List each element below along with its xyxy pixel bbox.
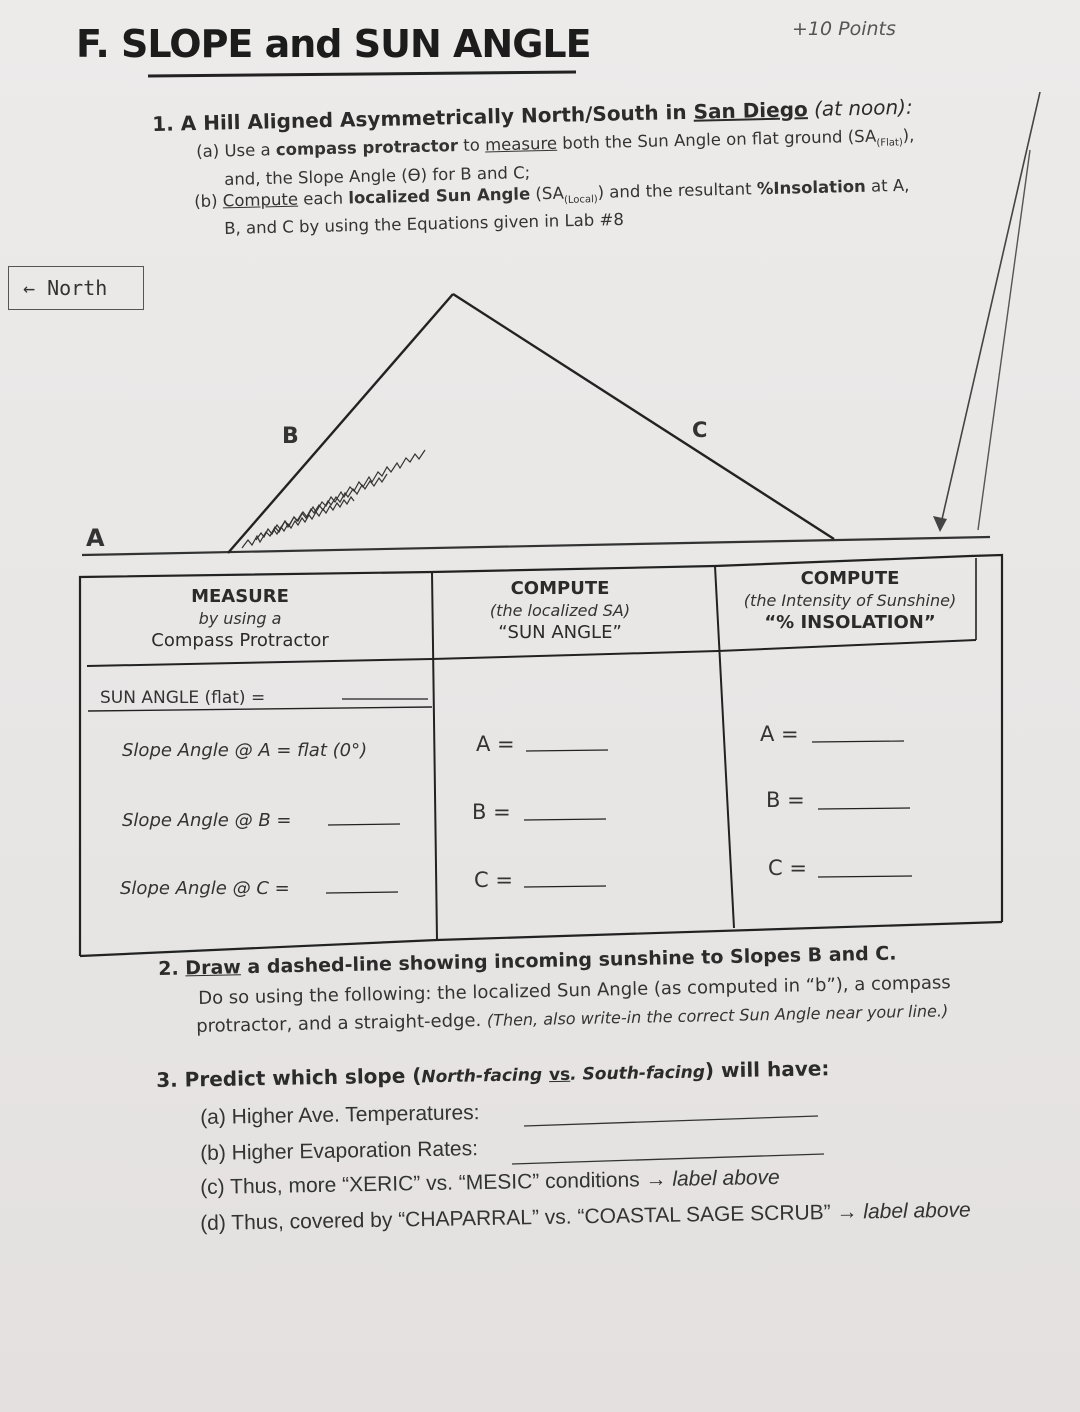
q3-vs: vs xyxy=(548,1064,571,1086)
q1b-bold: localized Sun Angle xyxy=(348,184,531,208)
title-text: SLOPE and SUN ANGLE xyxy=(121,22,591,66)
col1-h1: MEASURE xyxy=(191,586,289,607)
q3-heading-a: Predict which slope ( xyxy=(184,1063,422,1092)
col1-h2: by using a xyxy=(198,609,282,628)
q3d-text: (d) Thus, covered by “CHAPARRAL” vs. “COASTAL SAGE SCRUB” → xyxy=(200,1200,864,1235)
q1b-bold2: %Insolation xyxy=(756,176,867,199)
north-direction-label: ← North xyxy=(8,266,144,310)
slope-angle-c-row: Slope Angle @ C = xyxy=(120,878,290,899)
question-1a-line2: and, the Slope Angle (ϴ) for B and C; xyxy=(224,163,531,189)
q2-number: 2. xyxy=(158,957,179,980)
question-3a: (a) Higher Ave. Temperatures: xyxy=(200,1101,480,1129)
point-c-label: C xyxy=(692,418,708,442)
page-title xyxy=(76,22,591,66)
col2-h3: “SUN ANGLE” xyxy=(498,622,622,643)
slope-b-line xyxy=(228,294,453,553)
col3-h2: (the Intensity of Sunshine) xyxy=(743,591,957,610)
q3c-italic: label above xyxy=(672,1165,780,1191)
q1b-label: (b) xyxy=(194,191,224,211)
slope-angle-a-row: Slope Angle @ A = flat (0°) xyxy=(122,740,368,761)
sun-angle-flat-row: SUN ANGLE (flat) = xyxy=(100,688,266,708)
q2-line3-italic: (Then, also write-in the correct Sun Angle near your line.) xyxy=(486,1001,949,1030)
point-a-label: A xyxy=(86,524,105,552)
sun-ray-arrow xyxy=(933,516,947,532)
col3-h3: “% INSOLATION” xyxy=(764,612,936,633)
q1a-sub: (Flat) xyxy=(876,137,903,149)
slope-c-line xyxy=(453,294,834,539)
q1b-compute: Compute xyxy=(222,189,299,211)
q3-number: 3. xyxy=(156,1067,178,1092)
q1b-rest2: ) and the resultant xyxy=(597,179,758,202)
points-label: +10 Points xyxy=(792,18,896,40)
col3-h1: COMPUTE xyxy=(800,568,900,589)
q2-line1-text: a dashed-line showing incoming sunshine to Slopes B and C. xyxy=(240,942,897,979)
sun-ray-line xyxy=(940,92,1040,528)
q1-heading-a: A Hill Aligned Asymmetrically North/South in xyxy=(180,99,694,136)
insolation-b: B = xyxy=(766,788,805,812)
q1a-rest: both the Sun Angle on flat ground (SA xyxy=(556,126,877,153)
q3-heading-b: ) will have: xyxy=(704,1056,830,1083)
q1a-label: (a) Use a xyxy=(196,140,277,161)
question-3b: (b) Higher Evaporation Rates: xyxy=(200,1137,479,1165)
sun-angle-a: A = xyxy=(476,732,515,756)
q3-south-facing: . South-facing xyxy=(570,1062,706,1085)
question-1b-line2: B, and C by using the Equations given in Lab #8 xyxy=(224,209,625,238)
vegetation-marks xyxy=(242,450,425,548)
q1-place: San Diego xyxy=(693,97,809,124)
slope-angle-b-row: Slope Angle @ B = xyxy=(122,810,292,831)
q2-line3-text: protractor, and a straight-edge. xyxy=(196,1009,488,1037)
q1a-measure: measure xyxy=(484,133,558,155)
insolation-a: A = xyxy=(760,722,799,746)
q1a-mid: to xyxy=(457,135,486,156)
insolation-c: C = xyxy=(768,856,807,880)
table-header-measure xyxy=(90,586,390,651)
col2-h2: (the localized SA) xyxy=(489,601,631,620)
q3c-text: (c) Thus, more “XERIC” vs. “MESIC” conditions → xyxy=(200,1167,673,1199)
point-b-label: B xyxy=(282,424,299,449)
col2-h1: COMPUTE xyxy=(510,578,610,599)
table-header-sun-angle xyxy=(440,578,680,643)
q1b-rest: (SA xyxy=(529,183,565,204)
q1b-sub: (Local) xyxy=(563,194,598,206)
sun-angle-c: C = xyxy=(474,868,513,892)
col1-h3: Compass Protractor xyxy=(151,630,329,651)
q3d-italic: label above xyxy=(863,1198,971,1224)
q1-heading-b: (at noon): xyxy=(807,94,913,122)
sun-angle-b: B = xyxy=(472,800,511,824)
question-2-line2: Do so using the following: the localized Sun Angle (as computed in “b”), a compass xyxy=(198,972,951,1009)
q1-number: 1. xyxy=(152,111,175,136)
q3-north-facing: North-facing xyxy=(421,1065,543,1088)
table-header-insolation xyxy=(728,568,972,633)
q2-draw: Draw xyxy=(185,956,242,980)
ground-line xyxy=(82,537,990,555)
q1a-end: ), xyxy=(902,125,915,145)
q1b-mid: each xyxy=(297,188,349,209)
q1a-bold: compass protractor xyxy=(275,136,459,160)
title-prefix: F. xyxy=(76,22,109,66)
q1b-end: at A, xyxy=(865,175,910,196)
